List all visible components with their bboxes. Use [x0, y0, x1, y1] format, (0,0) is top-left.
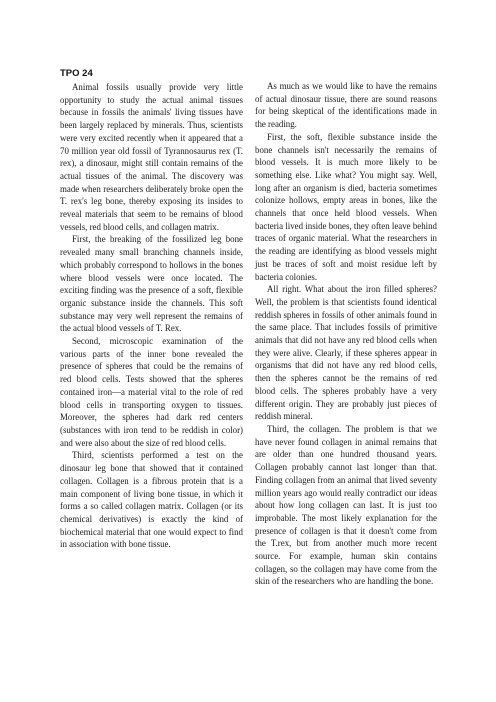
page-title: TPO 24 [60, 68, 93, 79]
lecture-paragraph-iron-spheres: All right. What about the iron filled spheres? Well, the problem is that scientists found identical reddish spheres in fossils of other animals found in the same place. That includes fossils of primitive animals that did not have any red blood cells when they were alive. Clearly, if these spheres appear in organisms that did not have any red blood cells, then the spheres cannot be the remains of red blood cells. The spheres probably have a very different origin. They are probably just pieces of reddish mineral. [255, 284, 437, 422]
lecture-paragraph-intro: As much as we would like to have the remains of actual dinosaur tissue, there are sound reasons for being skeptical of the identifications made in the reading. [255, 81, 437, 130]
reading-paragraph-collagen: Third, scientists performed a test on the dinosaur leg bone that showed that it contained collagen. Collagen is a fibrous protein that is a main component of living bone tissue, in which it forms a so called collagen matrix. Collagen (or its chemical derivatives) is exactly the kind of biochemical material that one would expect to find in association with bone tissue. [60, 450, 243, 550]
reading-column [60, 68, 243, 551]
lecture-column [255, 80, 437, 588]
reading-paragraph-intro: Animal fossils usually provide very little opportunity to study the actual animal tissues because in fossils the animals' living tissues have been largely replaced by minerals. Thus, scientists were very excited recently when it appeared that a 70 million year old fossil of Tyrannosaurus rex (T. rex), a dinosaur, might still contain remains of the actual tissues of the animal. The discovery was made when researchers deliberately broke open the T. rex's leg bone, thereby exposing its insides to reveal materials that seem to be remains of blood vessels, red blood cells, and collagen matrix. [60, 82, 243, 232]
lecture-paragraph-collagen: Third, the collagen. The problem is that we have never found collagen in animal remains that are older than one hundred thousand years. Collagen probably cannot last longer than that. Finding collagen from an animal that lived seventy million years ago would really contradict our ideas about how long collagen can last. It is just too improbable. The most likely explanation for the presence of collagen is that it doesn't come from the T.rex, but from another much more recent source. For example, human skin contains collagen, so the collagen may have come from the skin of the researchers who are handling the bone. [255, 423, 437, 587]
reading-paragraph-red-blood-cells: Second, microscopic examination of the various parts of the inner bone revealed the presence of spheres that could be the remains of red blood cells. Tests showed that the spheres contained iron—a material vital to the role of red blood cells in transporting oxygen to tissues. Moreover, the spheres had dark red centers (substances with iron tend to be reddish in color) and were also about the size of red blood cells. [60, 336, 243, 448]
lecture-paragraph-bacteria: First, the soft, flexible substance inside the bone channels isn't necessarily the remains of blood vessels. It is much more likely to be something else. Like what? You might say. Well, long after an organism is died, bacteria sometimes colonize hollows, empty areas in bones, like the channels that once held blood vessels. When bacteria lived inside bones, they often leave behind traces of organic material. What the researchers in the reading are identifying as blood vessels might just be traces of soft and moist residue left by bacteria colonies. [255, 131, 437, 282]
reading-paragraph-blood-vessels: First, the breaking of the fossilized leg bone revealed many small branching channels inside, which probably correspond to hollows in the bones where blood vessels were once located. The exciting finding was the presence of a soft, flexible organic substance inside the channels. This soft substance may very well represent the remains of the actual blood vessels of T. Rex. [60, 234, 243, 334]
